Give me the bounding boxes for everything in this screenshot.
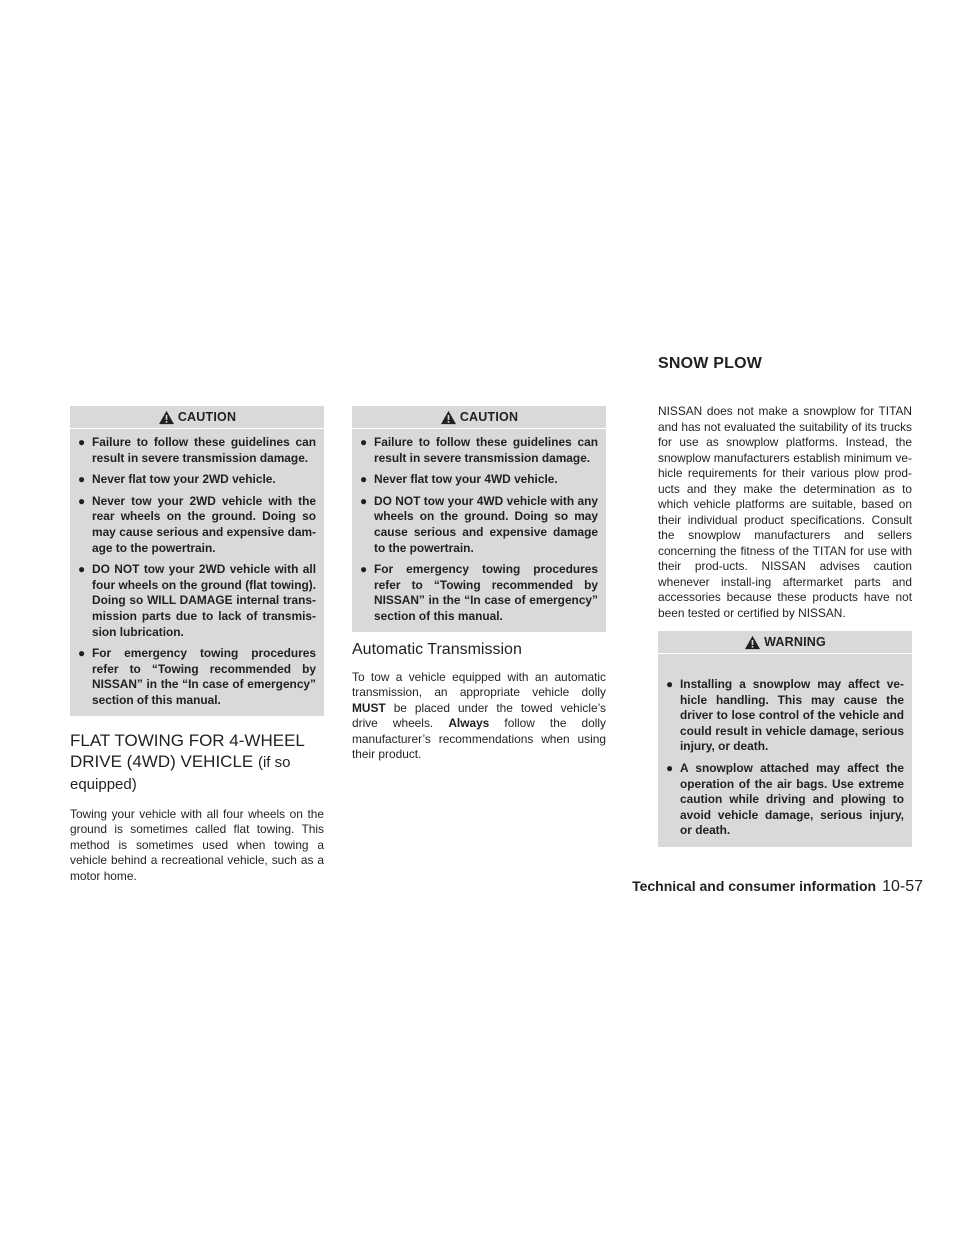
- bullet-icon: ●: [78, 646, 86, 661]
- warning-box: [658, 631, 912, 847]
- warning-item: ● Installing a snowplow may affect ve-hicle handling. This may cause the driver to lose control of the vehicle and could result in vehicle damage, serious injury, or death.: [666, 677, 904, 754]
- caution-item: ● For emergency towing procedures refer to “Towing recommended by NISSAN” in the “In case of emergency” section of this manual.: [360, 562, 598, 623]
- automatic-transmission-heading: Automatic Transmission: [352, 640, 522, 658]
- warning-list: [666, 677, 904, 839]
- caution-item: ● Never flat tow your 4WD vehicle.: [360, 472, 558, 487]
- right-column: [658, 404, 912, 847]
- caution-item: ● Failure to follow these guidelines can result in severe transmission damage.: [360, 435, 598, 465]
- footer-section-title: Technical and consumer information: [632, 878, 877, 894]
- caution-title: CAUTION: [459, 410, 519, 424]
- bullet-icon: ●: [360, 562, 368, 577]
- warning-triangle-icon: [744, 635, 761, 650]
- caution-item: ● Never flat tow your 2WD vehicle.: [78, 472, 276, 487]
- caution-box-4wd: [352, 406, 606, 632]
- flat-towing-heading: FLAT TOWING FOR 4-WHEEL DRIVE (4WD) VEHICLE (if so equipped): [70, 730, 305, 793]
- bullet-icon: ●: [360, 493, 368, 508]
- warning-title: WARNING: [764, 635, 826, 649]
- caution-list: [78, 435, 316, 709]
- caution-header: [352, 406, 606, 429]
- caution-title: CAUTION: [177, 410, 237, 424]
- caution-item: ● DO NOT tow your 4WD vehicle with any wheels on the ground. Doing so may cause serious and expensive damage to the powertrain.: [360, 493, 598, 555]
- bullet-icon: ●: [666, 677, 674, 691]
- bullet-icon: ●: [360, 435, 368, 449]
- caution-item: ● Never tow your 2WD vehicle with the rear wheels on the ground. Doing so may cause serious and expensive dam-age to the powertrain.: [78, 493, 316, 555]
- bullet-icon: ●: [666, 760, 674, 775]
- automatic-transmission-body: To tow a vehicle equipped with an automatic transmission, an appropriate vehicle dolly MUST be placed under the towed vehicle’s drive wheels. Always follow the dolly manufacturer’s recommendations when using their product.: [352, 669, 606, 762]
- warning-triangle-icon: [440, 410, 457, 425]
- heading-suffix: (if so equipped): [70, 753, 291, 793]
- always-emphasis: Always: [448, 716, 490, 731]
- caution-list: [360, 435, 598, 625]
- caution-box-2wd: [70, 406, 324, 716]
- snow-plow-title: SNOW PLOW: [658, 355, 763, 372]
- caution-item: ● Failure to follow these guidelines can result in severe transmission damage.: [78, 435, 316, 465]
- page-footer: [589, 878, 923, 896]
- bullet-icon: ●: [78, 435, 86, 449]
- bullet-icon: ●: [360, 472, 368, 487]
- page-number: 10-57: [882, 878, 923, 895]
- flat-towing-body: Towing your vehicle with all four wheels on the ground is sometimes called flat towing. This method is sometimes used when towing a vehicle behind a recreational vehicle, such as a motor home.: [70, 806, 324, 883]
- warning-triangle-icon: [158, 410, 175, 425]
- warning-item: ● A snowplow attached may affect the operation of the air bags. Use extreme caution while driving and plowing to avoid vehicle damage, serious injury, or death.: [666, 760, 904, 838]
- warning-header: [658, 631, 912, 654]
- caution-item: ● For emergency towing procedures refer to “Towing recommended by NISSAN” in the “In case of emergency” section of this manual.: [78, 646, 316, 707]
- bullet-icon: ●: [78, 472, 86, 487]
- bullet-icon: ●: [78, 562, 86, 577]
- bullet-icon: ●: [78, 493, 86, 508]
- middle-column: [352, 406, 606, 763]
- caution-header: [70, 406, 324, 429]
- snow-plow-body: NISSAN does not make a snowplow for TITAN and has not evaluated the suitability of its trucks for use as snowplow platforms. Instead, the snowplow manufacturers establish minimum ve-hicle requirements for their various plow prod-ucts and they make the determination as to which vehicle platforms are suitable, based on their individual product specifications. Consult the snowplow manufacturers and sellers concerning the fitness of the TITAN for use with their prod-ucts. NISSAN advises caution whenever install-ing aftermarket parts and accessories because these products have not been tested or certified by NISSAN.: [658, 404, 912, 620]
- left-column: [70, 406, 324, 884]
- must-emphasis: MUST: [352, 700, 386, 715]
- caution-item: ● DO NOT tow your 2WD vehicle with all four wheels on the ground (flat towing). Doing so WILL DAMAGE internal trans-mission parts due to lack of transmis-sion lubrication.: [78, 562, 316, 639]
